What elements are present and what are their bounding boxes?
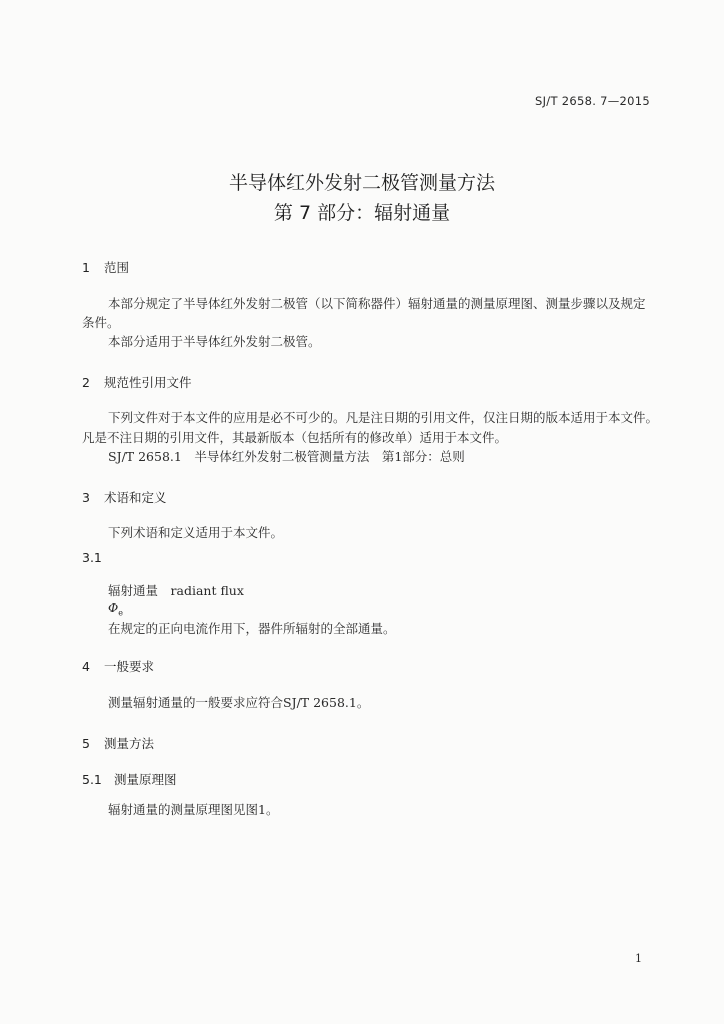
subsection-5-1-heading — [82, 770, 177, 788]
section-title: 一般要求 — [104, 659, 155, 674]
section-2-paragraph-1: 下列文件对于本文件的应用是必不可少的。凡是注日期的引用文件，仅注日期的版本适用于本文件。 — [108, 410, 659, 425]
section-4-paragraph-1: 测量辐射通量的一般要求应符合SJ/T 2658.1。 — [108, 695, 370, 710]
term-chinese: 辐射通量 — [108, 583, 159, 598]
section-2-heading — [82, 373, 192, 391]
section-1-paragraph-1: 本部分规定了半导体红外发射二极管（以下简称器件）辐射通量的测量原理图、测量步骤以及规定 — [108, 296, 646, 311]
document-subtitle: 第 7 部分：辐射通量 — [273, 202, 451, 224]
section-3-paragraph-1: 下列术语和定义适用于本文件。 — [108, 525, 284, 540]
normative-reference: SJ/T 2658.1 半导体红外发射二极管测量方法 第1部分：总则 — [108, 449, 465, 464]
section-2-paragraph-1-cont: 凡是不注日期的引用文件，其最新版本（包括所有的修改单）适用于本文件。 — [82, 430, 508, 445]
term-symbol — [108, 600, 123, 618]
section-5-1-paragraph-1: 辐射通量的测量原理图见图1。 — [108, 802, 279, 817]
term-definition: 在规定的正向电流作用下，器件所辐射的全部通量。 — [108, 621, 396, 636]
section-4-heading — [82, 657, 154, 675]
section-number: 5 — [82, 736, 90, 751]
term-english: radiant flux — [170, 583, 244, 598]
section-5-heading — [82, 734, 154, 752]
section-1-heading — [82, 258, 129, 276]
section-number: 3 — [82, 490, 90, 505]
section-number: 1 — [82, 260, 90, 275]
symbol-phi: Φ — [108, 600, 119, 615]
section-1-paragraph-1-cont: 条件。 — [82, 315, 120, 330]
section-title: 术语和定义 — [104, 490, 167, 505]
document-title: 半导体红外发射二极管测量方法 — [228, 172, 495, 194]
subsection-title: 测量原理图 — [114, 772, 177, 787]
section-title: 测量方法 — [104, 736, 155, 751]
section-1-paragraph-2: 本部分适用于半导体红外发射二极管。 — [108, 334, 321, 349]
section-title: 规范性引用文件 — [104, 375, 192, 390]
section-number: 2 — [82, 375, 90, 390]
page-number: 1 — [635, 952, 642, 965]
standard-code: SJ/T 2658. 7—2015 — [534, 94, 650, 108]
section-number: 4 — [82, 659, 90, 674]
term-entry — [108, 581, 244, 599]
symbol-subscript: e — [118, 608, 123, 618]
section-title: 范围 — [104, 260, 130, 275]
subsection-3-1-number: 3.1 — [82, 550, 102, 565]
subsection-number: 5.1 — [82, 772, 102, 787]
section-3-heading — [82, 488, 167, 506]
